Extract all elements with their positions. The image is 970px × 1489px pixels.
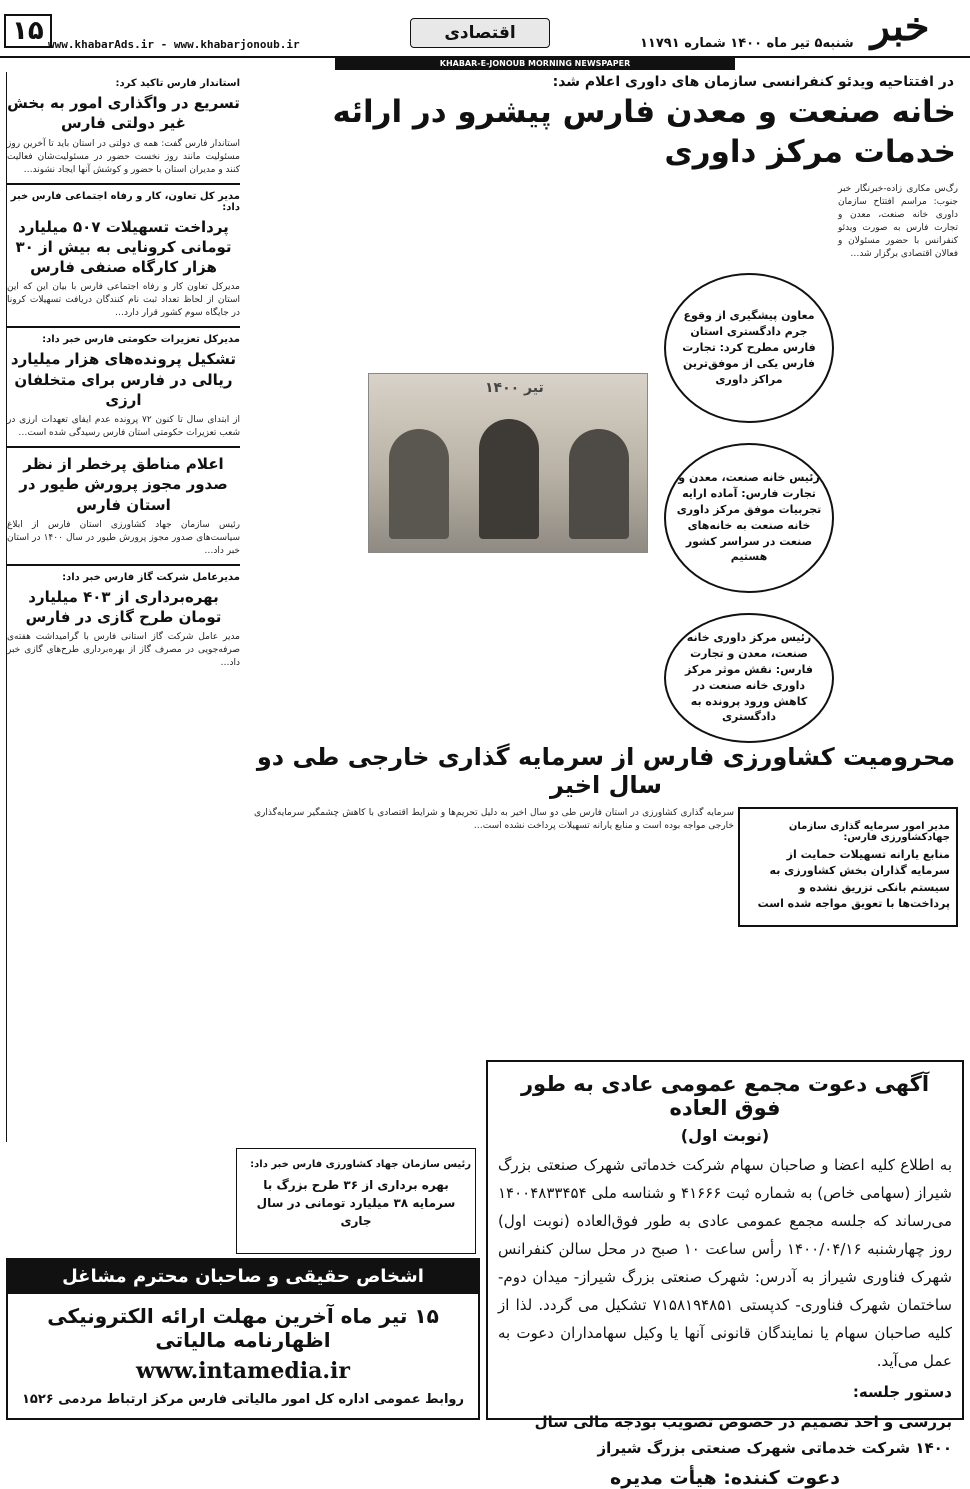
article2-callout-box [738, 807, 958, 927]
agenda-text: بررسی و اخذ تصمیم در خصوص تصویب بودجه مالی سال ۱۴۰۰ شرکت خدماتی شهرک صنعتی بزرگ شیراز [534, 1413, 952, 1457]
divider [7, 183, 240, 185]
article2-headline: محرومیت کشاورزی فارس از سرمایه گذاری خارجی طی دو سال اخیر [256, 742, 956, 799]
main-body-area [248, 183, 964, 743]
meeting-photo [368, 373, 648, 553]
person-figure [479, 419, 539, 539]
person-figure [569, 429, 629, 539]
article2-body: سرمایه گذاری کشاورزی در استان فارس طی دو سال اخیر به دلیل تحریم‌ها و شرایط اقتصادی با کاهش چشمگیر سرمایه‌گذاری خارجی مواجه بوده است و منابع یارانه تسهیلات پرداخت نشده است… [254, 807, 734, 831]
main-headline: خانه صنعت و معدن فارس پیشرو در ارائه خدمات مرکز داوری [332, 94, 956, 171]
callout-quote: معاون پیشگیری از وقوع جرم دادگستری استان فارس مطرح کرد: تجارت فارس یکی از موفق‌ترین مراکز داوری [664, 273, 834, 423]
box-kicker: مدیر امور سرمایه گذاری سازمان جهادکشاورزی فارس: [788, 820, 950, 843]
main-article [248, 72, 964, 1142]
article-title: بهره‌برداری از ۴۰۳ میلیارد تومان طرح گازی در فارس [25, 587, 222, 626]
tax-phone: مرکز ارتباط مردمی ۱۵۲۶ [22, 1392, 184, 1407]
photo-caption: تیر ۱۴۰۰ [485, 379, 544, 396]
box-kicker: رئیس سازمان جهاد کشاورزی فارس خبر داد: [250, 1159, 471, 1170]
sidebar-column [6, 72, 240, 1142]
article-kicker: مدیرعامل شرکت گاز فارس خبر داد: [62, 571, 240, 583]
ad-subtitle: (نوبت اول) [680, 1126, 770, 1145]
main-kicker: در افتتاحیه ویدئو کنفرانسی سازمان های داوری اعلام شد: [552, 74, 954, 90]
masthead-strip: KHABAR-E-JONOUB MORNING NEWSPAPER [335, 58, 735, 70]
article-kicker: مدیرکل تعزیرات حکومتی فارس خبر داد: [42, 334, 240, 346]
divider [7, 326, 240, 328]
tax-notice-ad [6, 1258, 480, 1420]
tax-org: روابط عمومی اداره کل امور مالیاتی فارس [188, 1392, 464, 1407]
article-body: رگ‌س مکاری زاده-خبرنگار خبر جنوب: مراسم افتتاح سازمان داوری خانه صنعت، معدن و تجارت فارس به صورت ویدئو کنفرانس با حضور مسئولان و فعالان اقتصادی برگزار شد… [838, 183, 958, 259]
article-body: از ابتدای سال تا کنون ۷۲ پرونده عدم ایفای تعهدات ارزی در شعب تعزیرات حکومتی استان فارس رسیدگی شده است… [7, 415, 240, 438]
article-body: رئیس سازمان جهاد کشاورزی استان فارس از ابلاغ سیاست‌های صدور مجوز پرورش طیور در سال ۱۴۰۰ در استان خبر داد… [7, 519, 241, 556]
article-title: اعلام مناطق پرخطر از نظر صدور مجوز پرورش طیور در استان فارس [19, 455, 228, 514]
article-kicker: مدیر کل تعاون، کار و رفاه اجتماعی فارس خبر داد: [10, 190, 240, 213]
website-urls[interactable]: www.khabarAds.ir - www.khabarjonoub.ir [48, 38, 300, 51]
ad-body: به اطلاع کلیه اعضا و صاحبان سهام شرکت خدماتی شهرک صنعتی بزرگ شیراز (سهامی خاص) به شماره ثبت ۴۱۶۶۶ و شناسه ملی ۱۴۰۰۴۸۳۳۴۵۴ می‌رساند که جلسه مجمع عمومی عادی به طور فوق‌العاده (نوبت اول) روز چهارشنبه ۱۴۰۰/۰۴/۱۶ رأس ساعت ۱۰ صبح در محل سالن کنفرانس شهرک فناوری شیراز به آدرس: شهرک صنعتی بزرگ شیراز- میدان دوم- ساختمان شهرک فناوری- کدپستی ۷۱۵۸۱۹۴۸۵۱ تشکیل می گردد. لذا از کلیه صاحبان سهام یا نمایندگان قانونی آنها یا وکیل سهامداران دعوت به عمل می‌آید. [498, 1156, 952, 1370]
article-title: پرداخت تسهیلات ۵۰۷ میلیارد تومانی کرونایی به بیش از ۳۰ هزار کارگاه صنفی فارس [15, 217, 232, 276]
divider [7, 564, 240, 566]
tax-footer [8, 1384, 478, 1415]
callout-quote: رئیس مرکز داوری خانه صنعت، معدن و تجارت فارس: نقش موثر مرکز داوری خانه صنعت در کاهش ورود پرونده به دادگستری [664, 613, 834, 743]
article-body: استاندار فارس گفت: همه ی دولتی در استان باید تا آخرین روز مسئولیت مانند روز نخست حضور در مسئولیت‌شان فعالیت کنند و مدیران استان با حضور و کوشش آنها ایجاد نشوند… [7, 138, 240, 175]
article-body: مدیر عامل شرکت گاز استانی فارس با گرامیداشت هفته‌ی صرفه‌جویی در مصرف گاز از بهره‌برداری طرح‌های گازی خبر داد… [7, 632, 240, 669]
tax-website-link[interactable]: www.intamedia.ir [136, 1358, 350, 1384]
section-label: اقتصادی [410, 18, 550, 48]
article-body: مدیرکل تعاون کار و رفاه اجتماعی فارس با بیان این که این استان از لحاظ تعداد ثبت نام کنندگان دریافت تسهیلات کرونا در جایگاه سوم کشور قرار دارد… [7, 282, 240, 319]
article-title: تسریع در واگذاری امور به بخش غیر دولتی فارس [7, 94, 240, 133]
tax-header: اشخاص حقیقی و صاحبان محترم مشاغل [8, 1260, 478, 1294]
callout-quote: رئیس خانه صنعت، معدن و تجارت فارس: آماده ارایه تجربیات موفق مرکز داوری خانه صنعت به خانه‌های صنعت در سراسر کشور هستیم [664, 443, 834, 593]
article-kicker: استاندار فارس تاکید کرد: [115, 78, 240, 89]
article-title: تشکیل پرونده‌های هزار میلیارد ریالی در فارس برای متخلفان ارزی [10, 350, 237, 409]
box-title: بهره برداری از ۳۶ طرح بزرگ با سرمایه ۳۸ میلیارد تومانی در سال جاری [256, 1178, 456, 1228]
newspaper-logo: خبر [870, 3, 930, 50]
masthead [0, 0, 970, 58]
ad-title: آگهی دعوت مجمع عمومی عادی به طور فوق العاده [520, 1072, 930, 1120]
divider [7, 446, 240, 448]
page-number: ۱۵ [4, 14, 52, 48]
news-box [236, 1148, 476, 1254]
ad-signature: دعوت کننده: هیأت مدیره [610, 1467, 840, 1489]
agenda-label: دستور جلسه: [852, 1383, 952, 1401]
shareholder-notice-ad [486, 1060, 964, 1489]
issue-date: شنبه۵ تیر ماه ۱۴۰۰ شماره ۱۱۷۹۱ [640, 36, 854, 51]
box-title: منابع یارانه تسهیلات حمایت از سرمایه گذاران بخش کشاورزی به سیستم بانکی تزریق نشده و پرداخت‌ها با تعویق مواجه شده است [757, 847, 950, 911]
tax-deadline: ۱۵ تیر ماه آخرین مهلت ارائه الکترونیکی اظهارنامه مالیاتی [47, 1304, 439, 1352]
person-figure [389, 429, 449, 539]
